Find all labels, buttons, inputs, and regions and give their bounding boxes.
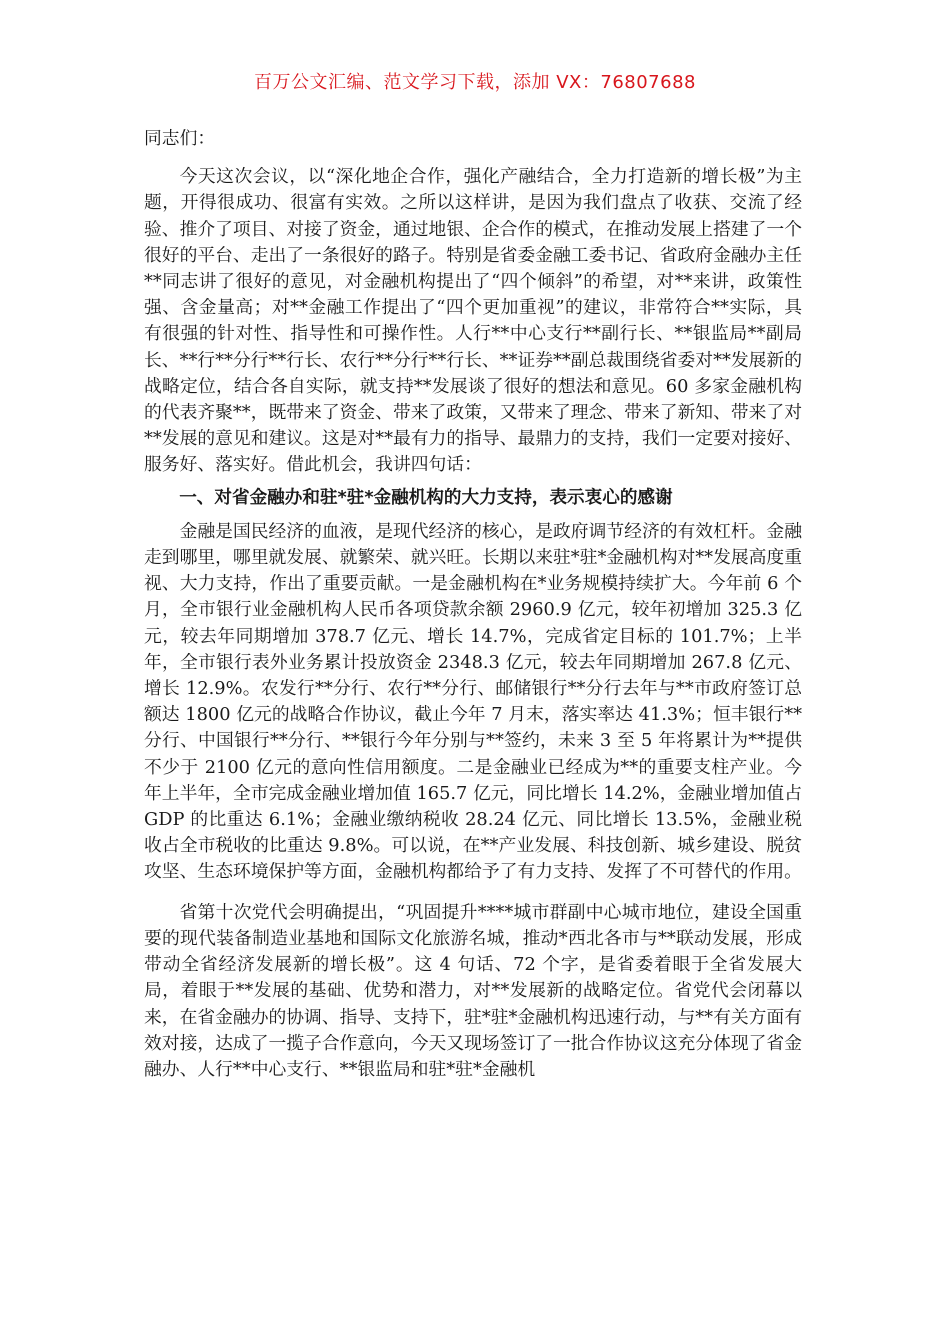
paragraph-opening: 今天这次会议，以“深化地企合作，强化产融结合，全力打造新的增长极”为主题，开得很成功、很富有实效。之所以这样讲，是因为我们盘点了收获、交流了经验、推介了项目、对接了资金，通过地银、企合作的模式，在推动发展上搭建了一个很好的平台、走出了一条很好的路子。特别是省委金融工委书记、省政府金融办主任**同志讲了很好的意见，对金融机构提出了“四个倾斜”的希望，对**来讲，政策性强、含金量高；对**金融工作提出了“四个更加重视”的建议，非常符合**实际，具有很强的针对性、指导性和可操作性。人行**中心支行**副行长、**银监局**副局长、**行**分行**行长、农行**分行**行长、**证券**副总裁围绕省委对**发展新的战略定位，结合各自实际，就支持**发展谈了很好的想法和意见。60 多家金融机构的代表齐聚**，既带来了资金、带来了政策，又带来了理念、带来了新知、带来了对**发展的意见和建议。这是对**最有力的指导、最鼎力的支持，我们一定要对接好、服务好、落实好。借此机会，我讲四句话：: [144, 166, 802, 476]
salutation: 同志们：: [144, 128, 216, 149]
header-banner: 百万公文汇编、范文学习下载，添加 VX：76807688: [254, 72, 696, 93]
document-body: [144, 126, 802, 1089]
section-heading-1: 一、对省金融办和驻*驻*金融机构的大力支持，表示衷心的感谢: [179, 487, 673, 508]
paragraph-financial-support: 金融是国民经济的血液，是现代经济的核心，是政府调节经济的有效杠杆。金融走到哪里，哪里就发展、就繁荣、就兴旺。长期以来驻*驻*金融机构对**发展高度重视、大力支持，作出了重要贡献。一是金融机构在*业务规模持续扩大。今年前 6 个月，全市银行业金融机构人民币各项贷款余额 2960.9 亿元，较年初增加 325.3 亿元，较去年同期增加 378.7 亿元、增长 14.7%，完成省定目标的 101.7%；上半年，全市银行表外业务累计投放资金 2348.3 亿元，较去年同期增加 267.8 亿元、增长 12.9%。农发行**分行、农行**分行、邮储银行**分行去年与**市政府签订总额达 1800 亿元的战略合作协议，截止今年 7 月末，落实率达 41.3%；恒丰银行**分行、中国银行**分行、**银行今年分别与**签约，未来 3 至 5 年将累计为**提供不少于 2100 亿元的意向性信用额度。二是金融业已经成为**的重要支柱产业。今年上半年，全市完成金融业增加值 165.7 亿元，同比增长 14.2%，金融业增加值占 GDP 的比重达 6.1%；金融业缴纳税收 28.24 亿元、同比增长 13.5%，金融业税收占全市税收的比重达 9.8%。可以说，在**产业发展、科技创新、城乡建设、脱贫攻坚、生态环境保护等方面，金融机构都给予了有力支持、发挥了不可替代的作用。: [144, 520, 802, 883]
paragraph-party-congress: 省第十次党代会明确提出，“巩固提升****城市群副中心城市地位，建设全国重要的现代装备制造业基地和国际文化旅游名城，推动*西北各市与**联动发展，形成带动全省经济发展新的增长极”。这 4 句话、72 个字，是省委着眼于全省发展大局，着眼于**发展的基础、优势和潜力，对**发展新的战略定位。省党代会闭幕以来，在省金融办的协调、指导、支持下，驻*驻*金融机构迅速行动，与**有关方面有效对接，达成了一揽子合作意向，今天又现场签订了一批合作协议这充分体现了省金融办、人行**中心支行、**银监局和驻*驻*金融机: [144, 901, 802, 1080]
